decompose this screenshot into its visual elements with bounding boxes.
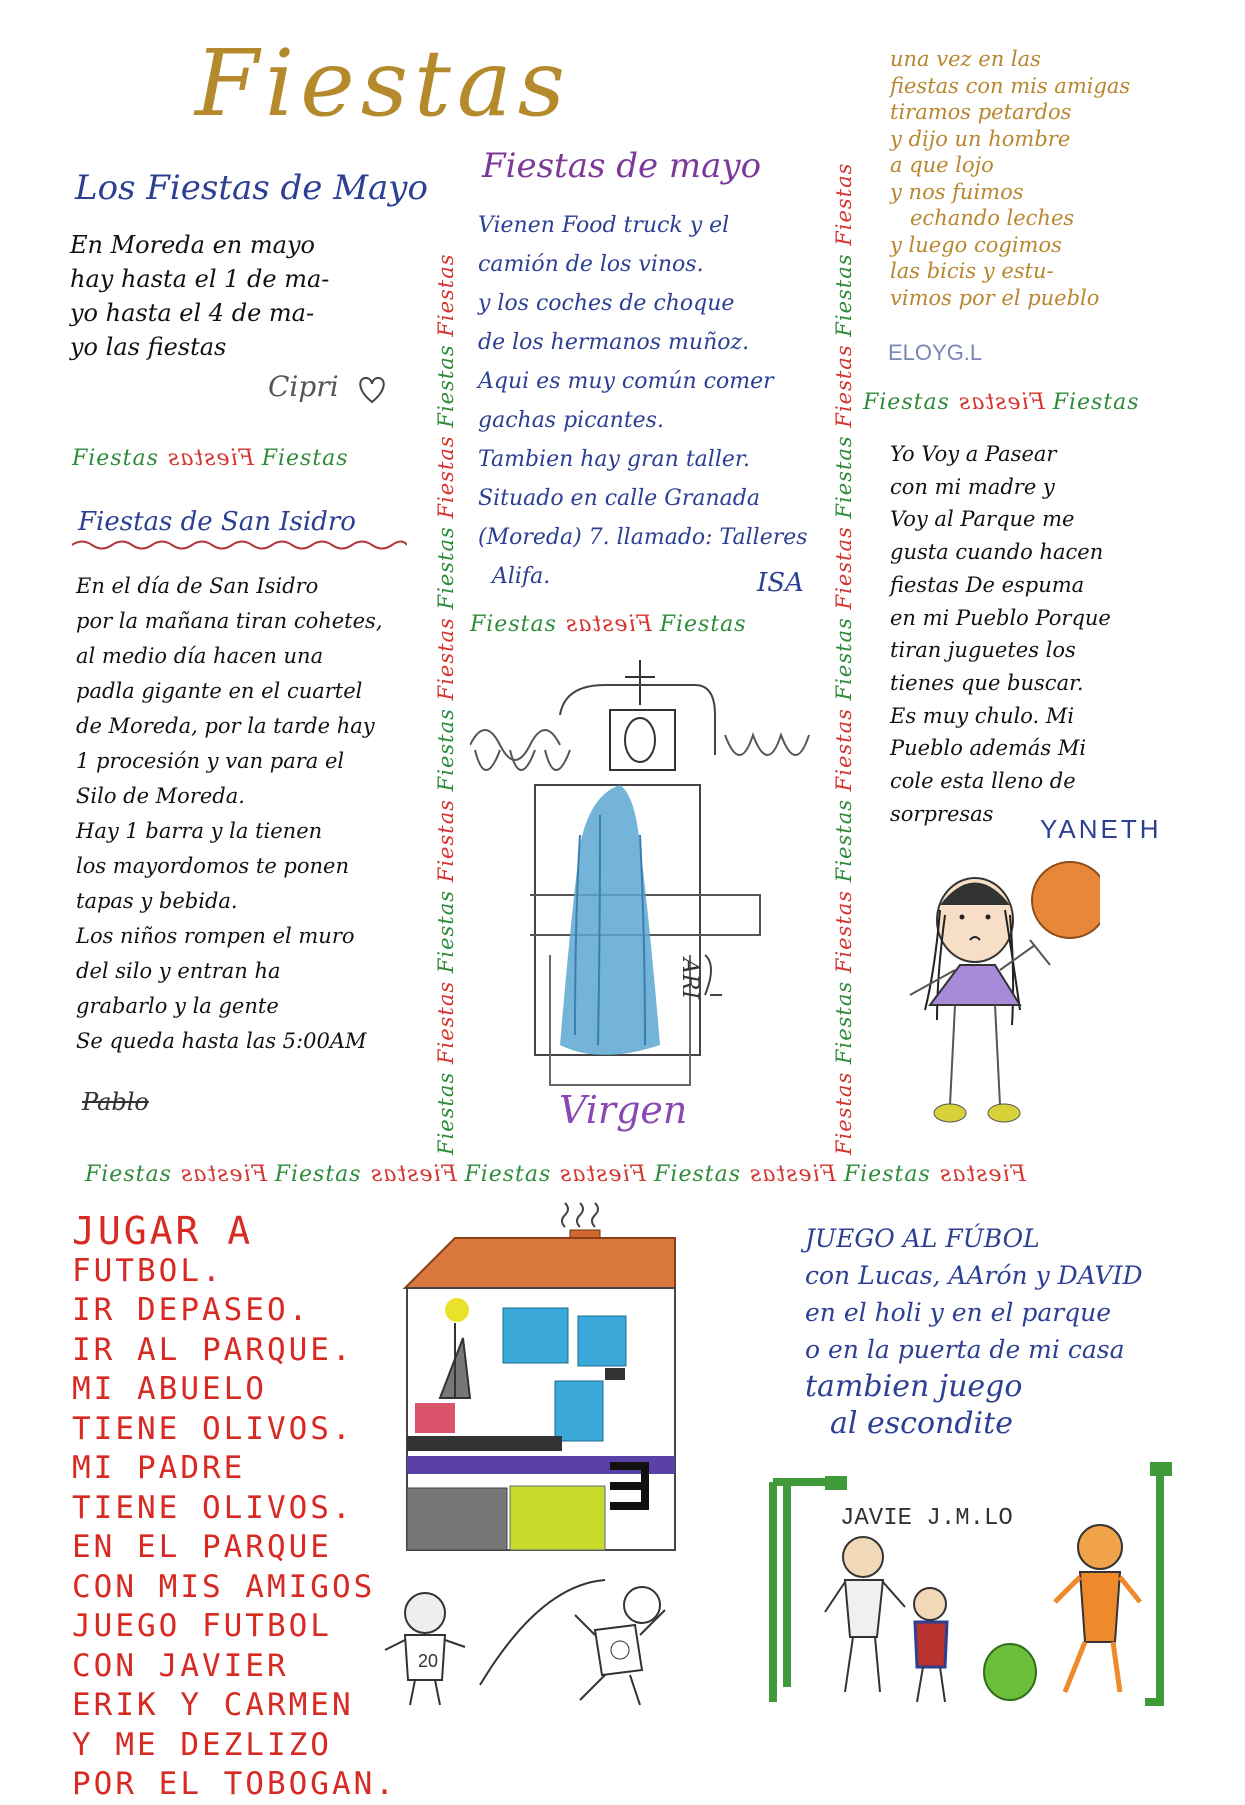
border-word: Fiestas: [72, 446, 159, 471]
col1b-line: del silo y entran ha: [76, 959, 281, 983]
border-word: Fiestas: [464, 1162, 552, 1187]
bottom-left-line: TIENE OLIVOS.: [72, 1489, 354, 1526]
bottom-left-line: CON MIS AMIGOS: [72, 1568, 376, 1605]
border-word: Fiestas: [832, 708, 856, 792]
col2-line: Aqui es muy común comer: [478, 369, 774, 394]
bottom-left-line: IR DEPASEO.: [72, 1292, 311, 1328]
page-title: Fiestas: [195, 30, 571, 137]
col3b-line: tiran juguetes los: [890, 638, 1076, 663]
border-word: Fiestas: [434, 435, 458, 519]
col3-line: las bicis y estu-: [890, 259, 1054, 283]
border-word: Fiestas: [434, 253, 458, 337]
border-word: Fiestas: [434, 889, 458, 974]
border-word-mirrored: Fiestas: [957, 390, 1045, 415]
bottom-right-line: o en la puerta de mi casa: [805, 1335, 1125, 1364]
col3b-signature: YANETH: [1040, 814, 1162, 844]
col1b-line: Silo de Moreda.: [76, 784, 245, 808]
col2-line: de los hermanos muñoz.: [478, 330, 750, 355]
bottom-right-text: [805, 1220, 1143, 1442]
col3b-line: cole esta lleno de: [890, 769, 1076, 794]
border-word-mirrored: Fiestas: [179, 1162, 267, 1187]
bottom-right-line: al escondite: [830, 1406, 1013, 1441]
border-word: Fiestas: [654, 1162, 742, 1187]
heart-icon: [355, 372, 389, 406]
col1-line: yo las fiestas: [70, 333, 227, 361]
col2-line: Situado en calle Granada: [478, 486, 760, 511]
col3-text: [890, 46, 1130, 311]
bottom-left-text: [72, 1209, 397, 1805]
col2-line: Vienen Food truck y el: [478, 213, 730, 238]
bottom-left-line: POR EL TOBOGAN.: [72, 1766, 397, 1802]
col3b-line: Yo Voy a Pasear: [890, 442, 1057, 466]
col3b-line: Voy al Parque me: [890, 507, 1075, 532]
col1b-line: grabarlo y la gente: [76, 994, 279, 1018]
border-word: Fiestas: [434, 1071, 458, 1155]
border-word: Fiestas: [470, 612, 557, 637]
border-word: Fiestas: [434, 617, 458, 701]
soccer-drawing: [380, 1575, 720, 1715]
col2-line: Alifa.: [492, 564, 551, 589]
border-word: Fiestas: [832, 162, 856, 246]
bottom-right-line: JUEGO AL FÚBOL: [805, 1224, 1040, 1253]
col1-heading: Los Fiestas de Mayo: [75, 168, 428, 208]
col2-line: camión de los vinos.: [478, 252, 704, 277]
bottom-right-line: tambien juego: [805, 1369, 1023, 1404]
col3b-line: sorpresas: [890, 801, 994, 826]
col2-signature: ISA: [757, 568, 804, 598]
border-row-col1: [72, 446, 349, 471]
col1-signature: Cipri: [268, 370, 339, 403]
col1b-text: [76, 569, 383, 1059]
vertical-border-left: [434, 155, 458, 1155]
col3-signature: ELOYG.L: [888, 340, 983, 365]
border-word: Fiestas: [832, 617, 856, 701]
bottom-left-line: EN EL PARQUE: [72, 1529, 332, 1565]
border-word: Fiestas: [832, 526, 856, 610]
col3b-line: tienes que buscar.: [890, 670, 1084, 695]
goal-signature: JAVIE J.M.LO: [840, 1505, 1013, 1532]
col3b-line: gusta cuando hacen: [890, 540, 1104, 565]
col3-line: y nos fuimos: [890, 179, 1024, 204]
bottom-left-line: TIENE OLIVOS.: [72, 1410, 354, 1447]
border-word: Fiestas: [85, 1162, 172, 1187]
border-word: Fiestas: [434, 708, 458, 792]
col2-heading: Fiestas de mayo: [482, 146, 762, 186]
col2-text: [478, 206, 808, 596]
col3-line: tiramos petardos: [890, 100, 1072, 124]
border-word-mirrored: Fiestas: [749, 1162, 836, 1187]
border-word-mirrored: Fiestas: [559, 1162, 647, 1187]
col2-line: y los coches de choque: [478, 291, 735, 316]
col1b-signature: Pablo: [82, 1088, 149, 1116]
col3b-line: fiestas De espuma: [890, 572, 1085, 597]
border-word: Fiestas: [261, 446, 349, 471]
svg-text:20: 20: [418, 1651, 439, 1671]
border-word-mirrored: Fiestas: [938, 1162, 1026, 1187]
border-row-col2: [470, 612, 747, 637]
col2-line: Tambien hay gran taller.: [478, 447, 750, 472]
col1-line: En Moreda en mayo: [70, 231, 315, 259]
col3b-line: Pueblo además Mi: [890, 736, 1087, 761]
virgen-drawing: [470, 655, 830, 1125]
bottom-left-line: Y ME DEZLIZO: [72, 1726, 332, 1763]
drawing-signature: ARI: [677, 958, 702, 1000]
border-word-mirrored: Fiestas: [564, 612, 652, 637]
col3b-line: con mi madre y: [890, 474, 1055, 499]
border-word: Fiestas: [274, 1162, 362, 1187]
col1-text: [70, 228, 329, 364]
vertical-border-right: [832, 45, 856, 1155]
border-word: Fiestas: [832, 980, 856, 1065]
border-word: Fiestas: [832, 799, 856, 883]
col1b-line: Se queda hasta las 5:00AM: [76, 1029, 367, 1053]
border-word: Fiestas: [434, 344, 458, 428]
bottom-left-line: ERIK Y CARMEN: [72, 1687, 354, 1723]
bottom-right-line: en el holi y en el parque: [805, 1298, 1112, 1327]
bottom-left-line: IR AL PARQUE.: [72, 1331, 354, 1368]
col3-line: echando leches: [910, 206, 1075, 230]
col3b-line: en mi Pueblo Porque: [890, 605, 1111, 630]
col3-line: y dijo un hombre: [890, 126, 1071, 151]
girl-drawing: [900, 855, 1100, 1145]
border-word: Fiestas: [863, 390, 950, 415]
drawing-caption: Virgen: [559, 1088, 688, 1132]
bottom-left-line: JUGAR A: [72, 1209, 254, 1253]
wavy-underline: [72, 538, 407, 552]
border-word: Fiestas: [832, 344, 856, 428]
col3-line: fiestas con mis amigas: [890, 73, 1131, 98]
col1b-line: Hay 1 barra y la tienen: [76, 819, 323, 843]
col3-line: a que lojo: [890, 153, 994, 177]
border-word: Fiestas: [832, 1071, 856, 1155]
horizontal-border: [85, 1162, 1026, 1187]
col1b-line: padla gigante en el cuartel: [76, 679, 363, 703]
border-row-col3: [863, 390, 1140, 415]
border-word-mirrored: Fiestas: [166, 446, 254, 471]
col3b-text: [890, 438, 1111, 830]
goal-drawing: [765, 1462, 1185, 1712]
col1b-line: por la mañana tiran cohetes,: [76, 609, 383, 633]
border-word: Fiestas: [843, 1162, 931, 1187]
col1-line: yo hasta el 4 de ma-: [70, 299, 315, 327]
col1b-line: de Moreda, por la tarde hay: [76, 714, 375, 738]
col1b-line: al medio día hacen una: [76, 644, 324, 668]
bottom-right-line: con Lucas, AArón y DAVID: [805, 1261, 1143, 1290]
border-word: Fiestas: [434, 526, 458, 610]
col3-line: una vez en las: [890, 47, 1041, 71]
col1b-line: En el día de San Isidro: [76, 574, 319, 598]
border-word: Fiestas: [659, 612, 747, 637]
col3-line: y luego cogimos: [890, 232, 1062, 257]
bottom-left-line: MI PADRE: [72, 1450, 246, 1486]
border-word: Fiestas: [832, 889, 856, 974]
col2-line: (Moreda) 7. llamado: Talleres: [478, 525, 808, 550]
border-word: Fiestas: [1052, 390, 1140, 415]
house-drawing: [395, 1198, 735, 1560]
col1b-line: 1 procesión y van para el: [76, 749, 345, 773]
col3-line: vimos por el pueblo: [890, 285, 1100, 310]
col3b-line: Es muy chulo. Mi: [890, 703, 1075, 728]
col1b-line: Los niños rompen el muro: [76, 924, 355, 948]
col1b-line: tapas y bebida.: [76, 889, 238, 913]
border-word: Fiestas: [434, 799, 458, 883]
col1b-line: los mayordomos te ponen: [76, 854, 349, 878]
border-word-mirrored: Fiestas: [369, 1162, 457, 1187]
bottom-left-line: CON JAVIER: [72, 1647, 289, 1684]
border-word: Fiestas: [434, 980, 458, 1065]
border-word: Fiestas: [832, 435, 856, 519]
bottom-left-line: FUTBOL.: [72, 1252, 224, 1289]
col1b-heading: Fiestas de San Isidro: [78, 507, 356, 537]
border-word: Fiestas: [832, 253, 856, 337]
bottom-left-line: JUEGO FUTBOL: [72, 1608, 332, 1644]
col2-line: gachas picantes.: [478, 408, 664, 433]
col1-line: hay hasta el 1 de ma-: [70, 265, 330, 293]
bottom-left-line: MI ABUELO: [72, 1371, 267, 1407]
